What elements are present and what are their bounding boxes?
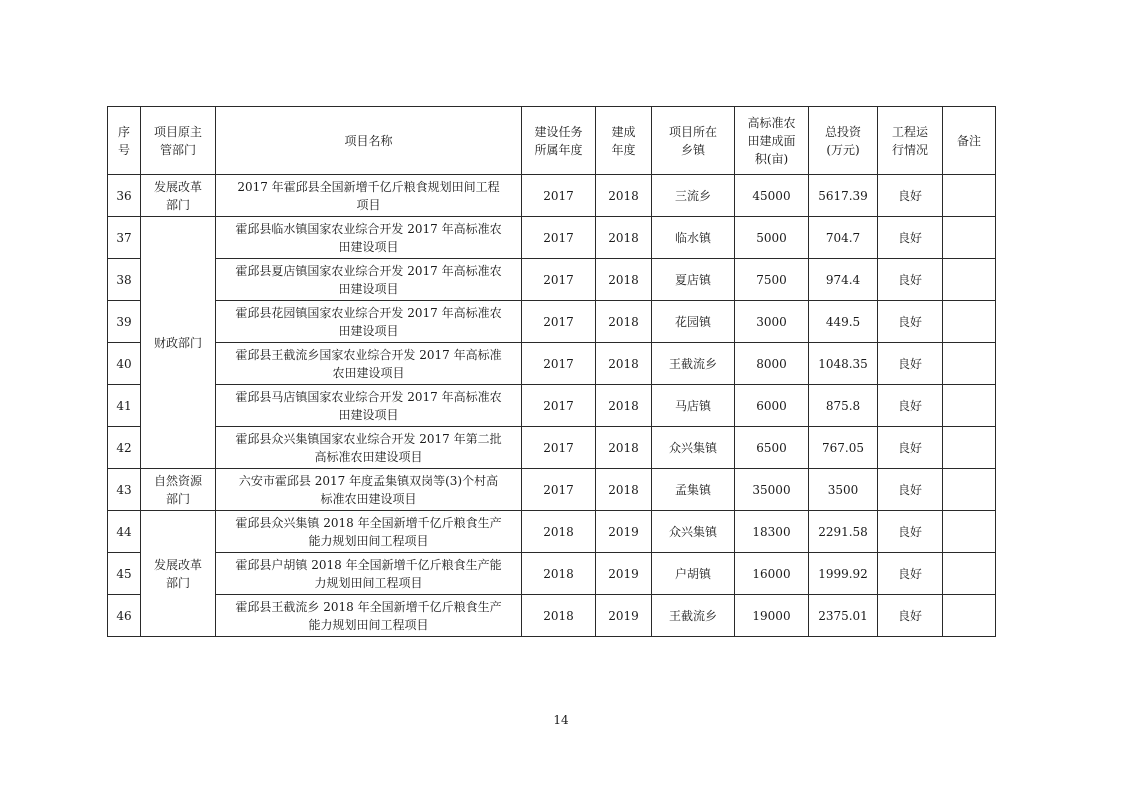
table-row (108, 343, 996, 385)
table-row (108, 553, 996, 595)
cell-area: 16000 (735, 553, 809, 595)
table-row (108, 301, 996, 343)
table-row (108, 259, 996, 301)
cell-note (943, 217, 996, 259)
cell-status: 良好 (878, 301, 943, 343)
cell-area: 35000 (735, 469, 809, 511)
cell-name: 霍邱县花园镇国家农业综合开发 2017 年高标准农 田建设项目 (216, 301, 522, 343)
cell-name: 霍邱县王截流乡国家农业综合开发 2017 年高标准 农田建设项目 (216, 343, 522, 385)
cell-invest: 2291.58 (809, 511, 878, 553)
cell-note (943, 511, 996, 553)
cell-invest: 5617.39 (809, 175, 878, 217)
cell-town: 夏店镇 (652, 259, 735, 301)
cell-area: 3000 (735, 301, 809, 343)
cell-seq: 40 (108, 343, 141, 385)
header-seq: 序 号 (108, 107, 141, 175)
cell-seq: 42 (108, 427, 141, 469)
cell-status: 良好 (878, 343, 943, 385)
cell-dept: 财政部门 (141, 217, 216, 469)
cell-seq: 46 (108, 595, 141, 637)
header-note: 备注 (943, 107, 996, 175)
cell-town: 花园镇 (652, 301, 735, 343)
cell-done-year: 2018 (596, 217, 652, 259)
cell-status: 良好 (878, 553, 943, 595)
cell-task-year: 2018 (522, 553, 596, 595)
table-row (108, 385, 996, 427)
cell-status: 良好 (878, 511, 943, 553)
cell-status: 良好 (878, 217, 943, 259)
cell-dept: 自然资源 部门 (141, 469, 216, 511)
cell-note (943, 595, 996, 637)
table-row (108, 511, 996, 553)
cell-task-year: 2017 (522, 385, 596, 427)
cell-note (943, 301, 996, 343)
cell-name: 霍邱县众兴集镇国家农业综合开发 2017 年第二批 高标准农田建设项目 (216, 427, 522, 469)
cell-done-year: 2019 (596, 595, 652, 637)
cell-done-year: 2019 (596, 553, 652, 595)
cell-town: 王截流乡 (652, 343, 735, 385)
cell-town: 孟集镇 (652, 469, 735, 511)
cell-seq: 39 (108, 301, 141, 343)
cell-town: 三流乡 (652, 175, 735, 217)
cell-invest: 2375.01 (809, 595, 878, 637)
cell-task-year: 2017 (522, 217, 596, 259)
cell-invest: 1999.92 (809, 553, 878, 595)
cell-task-year: 2018 (522, 511, 596, 553)
cell-name: 霍邱县马店镇国家农业综合开发 2017 年高标准农 田建设项目 (216, 385, 522, 427)
cell-town: 户胡镇 (652, 553, 735, 595)
cell-status: 良好 (878, 595, 943, 637)
cell-task-year: 2017 (522, 427, 596, 469)
cell-invest: 3500 (809, 469, 878, 511)
cell-invest: 974.4 (809, 259, 878, 301)
cell-town: 马店镇 (652, 385, 735, 427)
cell-dept: 发展改革 部门 (141, 175, 216, 217)
header-town: 项目所在 乡镇 (652, 107, 735, 175)
cell-dept: 发展改革 部门 (141, 511, 216, 637)
cell-status: 良好 (878, 175, 943, 217)
cell-area: 8000 (735, 343, 809, 385)
cell-name: 霍邱县众兴集镇 2018 年全国新增千亿斤粮食生产 能力规划田间工程项目 (216, 511, 522, 553)
cell-invest: 767.05 (809, 427, 878, 469)
cell-seq: 44 (108, 511, 141, 553)
table-row (108, 427, 996, 469)
cell-town: 众兴集镇 (652, 427, 735, 469)
project-table (107, 106, 996, 637)
table-body (108, 175, 996, 637)
header-area: 高标准农 田建成面 积(亩) (735, 107, 809, 175)
cell-task-year: 2017 (522, 469, 596, 511)
cell-status: 良好 (878, 427, 943, 469)
cell-town: 临水镇 (652, 217, 735, 259)
table-row (108, 595, 996, 637)
cell-invest: 875.8 (809, 385, 878, 427)
cell-note (943, 469, 996, 511)
cell-invest: 449.5 (809, 301, 878, 343)
cell-area: 6000 (735, 385, 809, 427)
cell-done-year: 2018 (596, 301, 652, 343)
header-task-year: 建设任务 所属年度 (522, 107, 596, 175)
cell-done-year: 2019 (596, 511, 652, 553)
cell-note (943, 427, 996, 469)
cell-area: 19000 (735, 595, 809, 637)
cell-seq: 41 (108, 385, 141, 427)
cell-town: 王截流乡 (652, 595, 735, 637)
table-row (108, 175, 996, 217)
table-header-row (108, 107, 996, 175)
cell-note (943, 175, 996, 217)
cell-name: 霍邱县户胡镇 2018 年全国新增千亿斤粮食生产能 力规划田间工程项目 (216, 553, 522, 595)
cell-name: 霍邱县夏店镇国家农业综合开发 2017 年高标准农 田建设项目 (216, 259, 522, 301)
cell-area: 7500 (735, 259, 809, 301)
cell-area: 18300 (735, 511, 809, 553)
cell-task-year: 2017 (522, 301, 596, 343)
cell-status: 良好 (878, 469, 943, 511)
cell-done-year: 2018 (596, 175, 652, 217)
cell-name: 2017 年霍邱县全国新增千亿斤粮食规划田间工程 项目 (216, 175, 522, 217)
cell-invest: 704.7 (809, 217, 878, 259)
cell-town: 众兴集镇 (652, 511, 735, 553)
page-number: 14 (553, 713, 569, 727)
cell-area: 45000 (735, 175, 809, 217)
cell-task-year: 2017 (522, 259, 596, 301)
cell-done-year: 2018 (596, 427, 652, 469)
cell-note (943, 385, 996, 427)
cell-note (943, 553, 996, 595)
cell-name: 霍邱县王截流乡 2018 年全国新增千亿斤粮食生产 能力规划田间工程项目 (216, 595, 522, 637)
cell-task-year: 2018 (522, 595, 596, 637)
cell-area: 5000 (735, 217, 809, 259)
cell-seq: 43 (108, 469, 141, 511)
cell-done-year: 2018 (596, 343, 652, 385)
header-invest: 总投资 (万元) (809, 107, 878, 175)
header-name: 项目名称 (216, 107, 522, 175)
cell-name: 六安市霍邱县 2017 年度孟集镇双岗等(3)个村高 标准农田建设项目 (216, 469, 522, 511)
cell-invest: 1048.35 (809, 343, 878, 385)
cell-task-year: 2017 (522, 343, 596, 385)
header-dept: 项目原主 管部门 (141, 107, 216, 175)
header-status: 工程运 行情况 (878, 107, 943, 175)
cell-status: 良好 (878, 385, 943, 427)
cell-seq: 37 (108, 217, 141, 259)
cell-seq: 36 (108, 175, 141, 217)
header-done-year: 建成 年度 (596, 107, 652, 175)
cell-area: 6500 (735, 427, 809, 469)
cell-name: 霍邱县临水镇国家农业综合开发 2017 年高标准农 田建设项目 (216, 217, 522, 259)
cell-note (943, 259, 996, 301)
cell-seq: 38 (108, 259, 141, 301)
cell-done-year: 2018 (596, 385, 652, 427)
cell-seq: 45 (108, 553, 141, 595)
cell-task-year: 2017 (522, 175, 596, 217)
cell-done-year: 2018 (596, 259, 652, 301)
table-row (108, 469, 996, 511)
table-row (108, 217, 996, 259)
cell-status: 良好 (878, 259, 943, 301)
cell-done-year: 2018 (596, 469, 652, 511)
cell-note (943, 343, 996, 385)
